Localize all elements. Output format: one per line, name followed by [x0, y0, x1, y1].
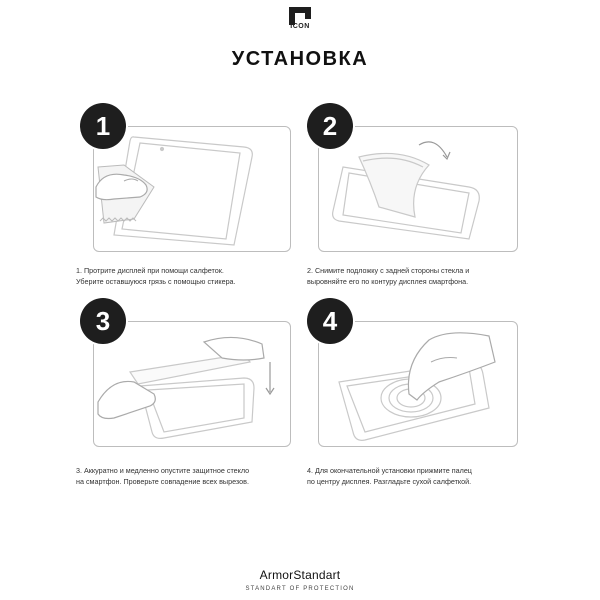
step-3-caption-line2: на смартфон. Проверьте совпадение всех вырезов. [76, 477, 249, 486]
step-4-illustration [319, 322, 519, 448]
brand-tagline: STANDART OF PROTECTION [245, 586, 355, 592]
step-4-caption-line1: 4. Для окончательной установки прижмите палец [307, 466, 472, 475]
step-3-frame [93, 321, 291, 447]
step-4-frame [318, 321, 518, 447]
logo-text: ICON [290, 23, 310, 30]
page-title: УСТАНОВКА [231, 48, 369, 70]
step-4-number: 4 [307, 298, 353, 344]
step-1-caption-line2: Уберите оставшуюся грязь с помощью стикера. [76, 277, 236, 286]
step-4-caption-line2: по центру дисплея. Разгладьте сухой салфеткой. [307, 477, 472, 486]
step-2-illustration [319, 127, 519, 253]
step-2-number: 2 [307, 103, 353, 149]
brand-name: ArmorStandart [259, 568, 341, 582]
icon-logo [283, 5, 317, 37]
step-2-frame [318, 126, 518, 252]
step-3-caption-line1: 3. Аккуратно и медленно опустите защитное стекло [76, 466, 250, 475]
step-1-caption-line1: 1. Протрите дисплей при помощи салфеток. [76, 266, 224, 275]
step-1-illustration [94, 127, 292, 253]
step-1-frame [93, 126, 291, 252]
step-3-illustration [94, 322, 292, 448]
step-1-number: 1 [80, 103, 126, 149]
step-2-caption-line2: выровняйте его по контуру дисплея смартфона. [307, 277, 469, 286]
step-2-caption-line1: 2. Снимите подложку с задней стороны стекла и [307, 266, 470, 275]
step-3-number: 3 [80, 298, 126, 344]
